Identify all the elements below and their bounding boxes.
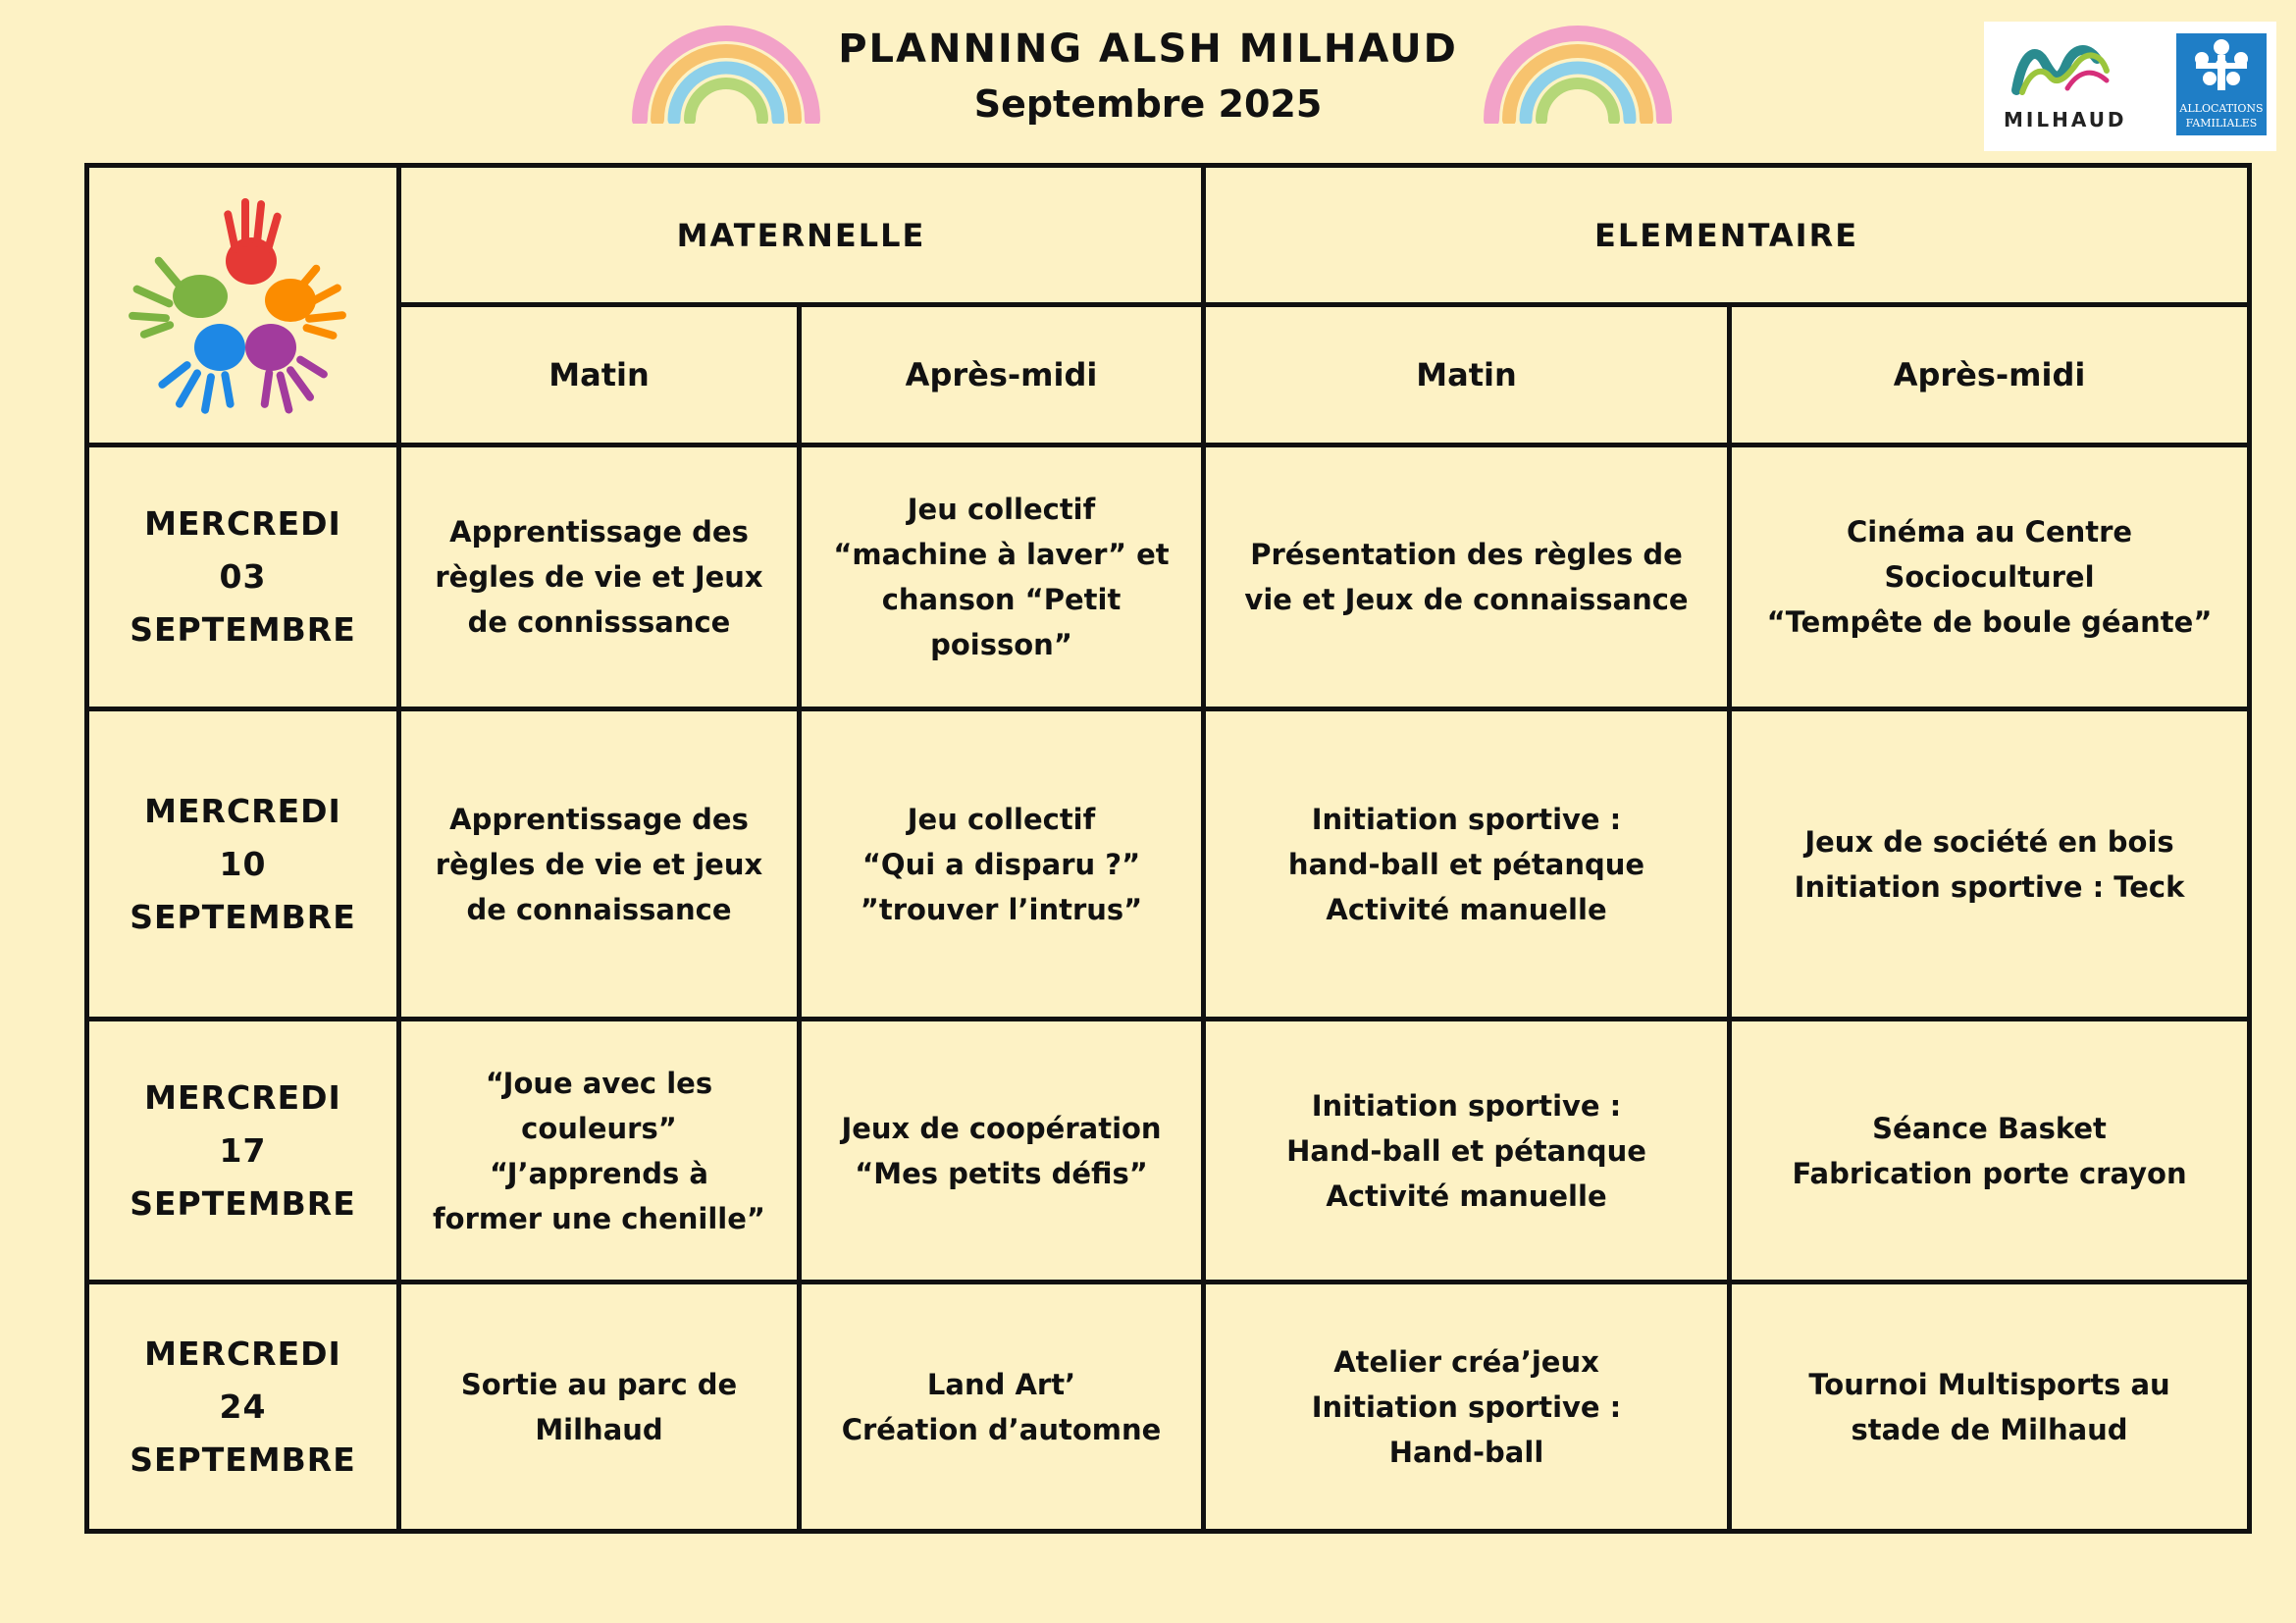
activity-line: “machine à laver” et xyxy=(833,538,1170,571)
activity-cell xyxy=(399,445,800,709)
activity-cell xyxy=(800,445,1204,709)
activity-cell xyxy=(800,709,1204,1020)
activity-line: hand-ball et pétanque xyxy=(1287,847,1645,881)
activity-line: “Tempête de boule géante” xyxy=(1766,605,2213,639)
partner-logos xyxy=(1984,22,2276,151)
activity-line: “Qui a disparu ?” xyxy=(861,847,1141,881)
activity-line: Apprentissage des xyxy=(449,515,749,549)
milhaud-wave-icon xyxy=(2009,37,2116,100)
day-label-line: 03 xyxy=(219,557,267,596)
activity-line: Apprentissage des xyxy=(449,802,749,836)
day-label-line: MERCREDI xyxy=(144,1077,341,1117)
table-row xyxy=(87,1020,2250,1283)
activity-cell xyxy=(1730,709,2250,1020)
activity-line: Cinéma au Centre xyxy=(1846,515,2133,549)
hands-logo-cell xyxy=(87,166,399,445)
activity-line: “Mes petits défis” xyxy=(855,1156,1148,1190)
group-header-elementaire: ELEMENTAIRE xyxy=(1204,166,2250,305)
day-label-line: SEPTEMBRE xyxy=(130,610,356,649)
activity-line: Initiation sportive : xyxy=(1311,802,1622,836)
day-label xyxy=(87,709,399,1020)
caf-logo-text-1: ALLOCATIONS xyxy=(2179,102,2264,115)
table-row xyxy=(87,1283,2250,1532)
activity-cell xyxy=(399,1283,800,1532)
day-label-line: MERCREDI xyxy=(144,791,341,830)
activity-line: règles de vie et Jeux xyxy=(435,560,763,594)
activity-line: Fabrication porte crayon xyxy=(1792,1156,2187,1190)
activity-cell xyxy=(1204,1283,1730,1532)
activity-cell xyxy=(1730,1283,2250,1532)
activity-line: Initiation sportive : xyxy=(1311,1389,1622,1424)
group-header-maternelle: MATERNELLE xyxy=(399,166,1204,305)
day-label-line: 10 xyxy=(219,844,267,883)
activity-line: Séance Basket xyxy=(1872,1111,2107,1145)
activity-cell xyxy=(399,1020,800,1283)
planning-table xyxy=(84,163,2252,1534)
activity-line: règles de vie et jeux xyxy=(435,847,763,881)
day-label-line: MERCREDI xyxy=(144,504,341,543)
activity-line: vie et Jeux de connaissance xyxy=(1244,583,1689,616)
activity-line: couleurs” xyxy=(521,1111,677,1145)
activity-line: Hand-ball xyxy=(1388,1435,1544,1469)
day-label-line: SEPTEMBRE xyxy=(130,1440,356,1479)
activity-cell xyxy=(1204,709,1730,1020)
day-label-line: MERCREDI xyxy=(144,1334,341,1373)
activity-cell xyxy=(399,709,800,1020)
day-label-line: SEPTEMBRE xyxy=(130,897,356,936)
activity-line: Initiation sportive : Teck xyxy=(1794,869,2185,904)
activity-line: Jeu collectif xyxy=(907,802,1096,836)
rainbow-left-icon xyxy=(628,14,824,124)
activity-cell xyxy=(1730,445,2250,709)
day-label-line: 17 xyxy=(219,1130,267,1170)
day-label-line: SEPTEMBRE xyxy=(130,1183,356,1223)
activity-line: Socioculturel xyxy=(1884,560,2095,594)
activity-line: chanson “Petit xyxy=(881,583,1122,616)
activity-line: poisson” xyxy=(930,628,1072,661)
day-label xyxy=(87,445,399,709)
activity-line: Atelier créa’jeux xyxy=(1333,1344,1599,1379)
activity-line: “Joue avec les xyxy=(485,1066,713,1100)
page-title xyxy=(805,22,1491,131)
caf-family-icon xyxy=(2182,33,2261,96)
activity-line: Jeu collectif xyxy=(907,493,1096,526)
activity-line: Milhaud xyxy=(535,1412,663,1446)
activity-line: Activité manuelle xyxy=(1326,1178,1607,1213)
activity-cell xyxy=(1204,445,1730,709)
period-header: Après-midi xyxy=(800,305,1204,445)
milhaud-logo-text: MILHAUD xyxy=(2004,108,2127,131)
activity-line: Sortie au parc de xyxy=(460,1367,738,1401)
period-header: Après-midi xyxy=(1730,305,2250,445)
activity-line: Initiation sportive : xyxy=(1311,1088,1622,1123)
activity-line: Hand-ball et pétanque xyxy=(1286,1133,1646,1168)
caf-logo-text-2: FAMILIALES xyxy=(2185,117,2258,130)
activity-line: ”trouver l’intrus” xyxy=(860,892,1143,926)
rainbow-right-icon xyxy=(1480,14,1676,124)
milhaud-logo xyxy=(2004,37,2127,145)
activity-line: stade de Milhaud xyxy=(1851,1412,2128,1446)
activity-line: Jeux de société en bois xyxy=(1804,824,2174,859)
activity-line: de connisssance xyxy=(467,605,731,639)
title-month: Septembre 2025 xyxy=(973,82,1323,126)
activity-cell xyxy=(1204,1020,1730,1283)
activity-line: “J’apprends à xyxy=(490,1156,708,1190)
period-header: Matin xyxy=(1204,305,1730,445)
title-main: PLANNING ALSH MILHAUD xyxy=(838,26,1458,72)
day-label xyxy=(87,1020,399,1283)
table-row xyxy=(87,709,2250,1020)
activity-line: Création d’automne xyxy=(841,1412,1162,1446)
activity-line: Présentation des règles de xyxy=(1250,538,1683,571)
caf-logo xyxy=(2176,33,2267,135)
activity-line: Activité manuelle xyxy=(1326,892,1607,926)
activity-cell xyxy=(800,1283,1204,1532)
activity-line: Land Art’ xyxy=(926,1367,1076,1401)
colorful-hands-icon xyxy=(126,190,361,416)
activity-line: de connaissance xyxy=(466,892,732,926)
period-header: Matin xyxy=(399,305,800,445)
table-row xyxy=(87,445,2250,709)
activity-cell xyxy=(1730,1020,2250,1283)
activity-line: Jeux de coopération xyxy=(841,1111,1162,1145)
activity-line: former une chenille” xyxy=(433,1201,765,1235)
day-label xyxy=(87,1283,399,1532)
day-label-line: 24 xyxy=(219,1387,267,1426)
activity-cell xyxy=(800,1020,1204,1283)
activity-line: Tournoi Multisports au xyxy=(1808,1367,2170,1401)
